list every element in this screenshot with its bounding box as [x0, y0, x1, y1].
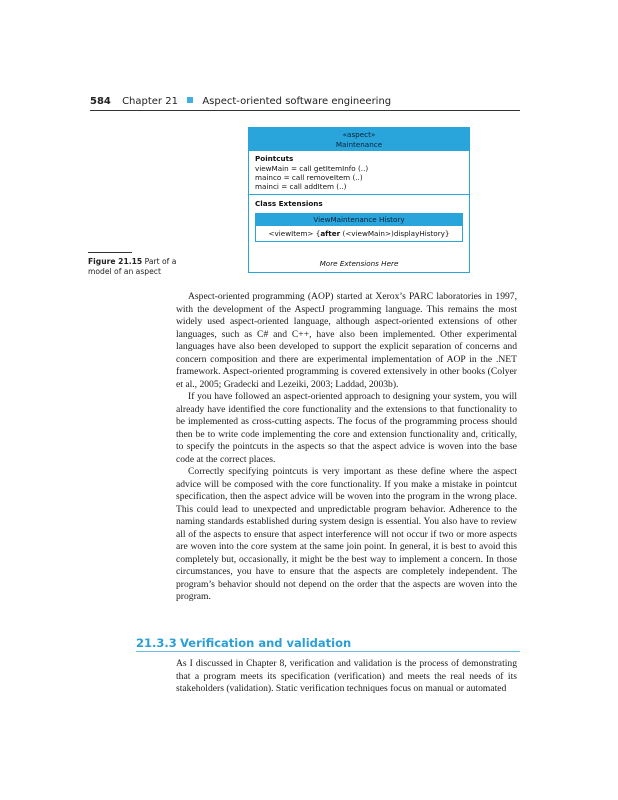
- caption-rule: [88, 252, 132, 253]
- section-title: Verification and validation: [180, 636, 352, 650]
- extension-body-keyword: after: [320, 229, 341, 238]
- header-square-icon: [187, 97, 193, 103]
- chapter-title: Aspect-oriented software engineering: [202, 96, 392, 107]
- section-heading: [136, 636, 536, 650]
- extension-body-post: (<viewMain>)displayHistory}: [340, 229, 450, 238]
- section-number: 21.3.3: [136, 636, 177, 650]
- section-body: [176, 658, 517, 696]
- pointcut-line: mainco = call removeItem (..): [255, 173, 363, 182]
- more-extensions: More Extensions Here: [319, 259, 399, 268]
- figure-label: Figure 21.15: [88, 257, 143, 266]
- page-number: 584: [90, 96, 111, 107]
- pointcut-line: viewMain = call getItemInfo (..): [255, 164, 369, 173]
- paragraph: Aspect-oriented programming (AOP) started at Xerox’s PARC laboratories in 1997, with the development of the AspectJ programming language. This remains the most widely used aspect-oriented language, although aspect-oriented extensions of other languages, such as C# and C++, have also been implemented. Other experimental languages have also been developed to support the explicit separation of concerns and concern composition and there are experimental implementation of AOP in the .NET framework. Aspect-oriented programming is covered extensively in other books (Colyer et al., 2005; Gradecki and Lezeiki, 2003; Laddad, 2003b).: [176, 291, 517, 390]
- extension-body-pre: <viewItem> {: [268, 229, 321, 238]
- extension-body: [256, 226, 462, 241]
- pointcuts-section: [249, 151, 469, 195]
- chapter-label: Chapter 21: [122, 96, 178, 107]
- section-rule: [136, 651, 520, 652]
- figure-caption: [88, 257, 188, 277]
- paragraph: If you have followed an aspect-oriented approach to designing your system, you will already have identified the core functionality and the extensions to that functionality to be implemented as cross-cutting aspects. The focus of the programming process should then be to write code implementing the core and extension functionality and, critically, to specify the pointcuts in the aspects so that the aspect advice is woven into the base code at the correct places.: [176, 391, 517, 465]
- header-rule: [90, 110, 520, 111]
- aspect-stereotype: «aspect»: [342, 130, 376, 139]
- extension-title: ViewMaintenance History: [256, 214, 462, 226]
- running-header: [90, 96, 520, 107]
- extension-box: [255, 213, 463, 242]
- pointcut-line: mainci = call addItem (..): [255, 182, 347, 191]
- extensions-title: Class Extensions: [255, 199, 323, 208]
- figure-caption-text: Part of a model of an aspect: [88, 257, 177, 276]
- aspect-diagram: [248, 127, 470, 273]
- paragraph: As I discussed in Chapter 8, verification and validation is the process of demonstrating that a program meets its specification (verification) and meets the real needs of its stakeholders (validation). Static verification techniques focus on manual or automated: [176, 658, 517, 694]
- pointcuts-title: Pointcuts: [255, 154, 294, 163]
- aspect-header: [249, 128, 469, 151]
- paragraph: Correctly specifying pointcuts is very important as these define where the aspect advice will be composed with the core functionality. If you make a mistake in pointcut specification, then the aspect advice will be woven into the program in the wrong place. This could lead to unexpected and unpredictable program behavior. Adherence to the naming standards established during system design is essential. You also have to review all of the aspects to ensure that aspect interference will not occur if two or more aspects are woven into the core system at the same join point. In general, it is best to avoid this completely but, occasionally, it might be the best way to implement a concern. In those circumstances, you have to ensure that the aspects are completely independent. The program’s behavior should not depend on the order that the aspects are woven into the program.: [176, 466, 517, 602]
- aspect-name: Maintenance: [335, 140, 383, 149]
- body-text: [176, 291, 517, 604]
